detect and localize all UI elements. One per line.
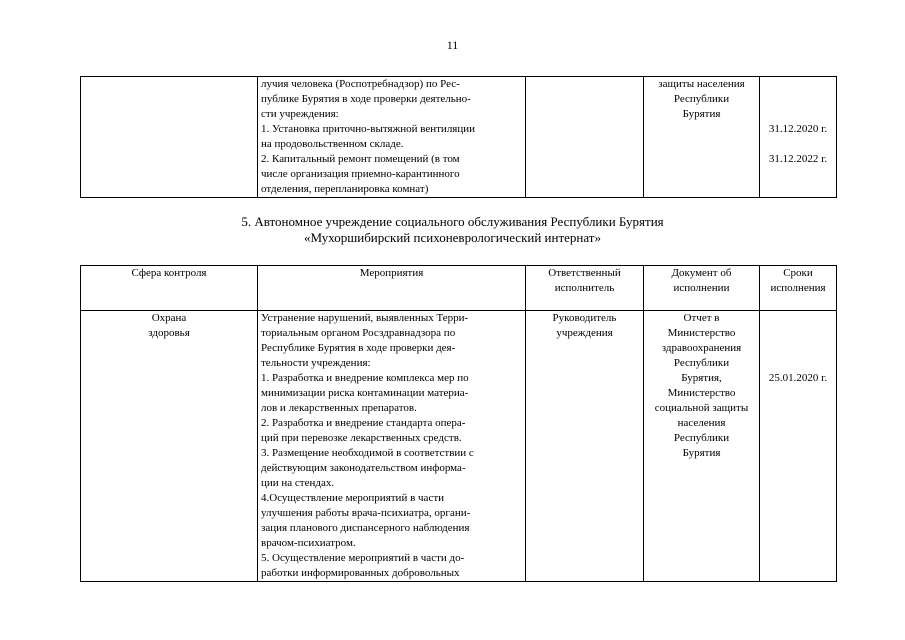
measures-line: минимизации риска контаминации материа- — [261, 387, 469, 399]
measures-line: на продовольственном складе. — [261, 138, 404, 150]
measures-cell — [258, 77, 526, 198]
measures-line: 2. Разработка и внедрение стандарта опера- — [261, 417, 466, 429]
measures-line: врачом-психиатром. — [261, 537, 356, 549]
deadline-cell — [760, 77, 837, 198]
measures-line: числе организация приемно-карантинного — [261, 168, 460, 180]
measures-line: зация планового диспансерного наблюдения — [261, 522, 470, 534]
deadline-value: 31.12.2020 г. — [768, 123, 828, 135]
responsible-line: учреждения — [556, 327, 613, 339]
document-line: Бурятия, — [681, 372, 722, 384]
measures-line: ций при перевозке лекарственных средств. — [261, 432, 462, 444]
measures-line: лов и лекарственных препаратов. — [261, 402, 417, 414]
measures-line: тельности учреждения: — [261, 357, 371, 369]
sphere-cell — [81, 77, 258, 198]
column-header-measures — [258, 266, 526, 311]
measures-line: публике Бурятия в ходе проверки деятельно- — [261, 93, 471, 105]
document-line: Бурятия — [682, 108, 721, 120]
document-line: Республики — [673, 357, 730, 369]
section-title-line: «Мухоршибирский психоневрологический интернат» — [303, 230, 601, 245]
sphere-cell — [81, 311, 258, 582]
deadline-cell — [760, 311, 837, 582]
measures-line: работки информированных добровольных — [261, 567, 460, 579]
header-text: Сроки — [783, 267, 813, 279]
measures-line: сти учреждения: — [261, 108, 339, 120]
deadline-value: 31.12.2022 г. — [768, 153, 828, 165]
header-text: Ответственный — [548, 267, 621, 279]
header-text: исполнении — [673, 282, 730, 294]
section-title — [0, 214, 905, 246]
sphere-line: здоровья — [148, 327, 190, 339]
measures-line: Республике Бурятия в ходе проверки дея- — [261, 342, 456, 354]
document-line: Министерство — [667, 387, 736, 399]
header-text: Документ об — [671, 267, 732, 279]
measures-line: 1. Установка приточно-вытяжной вентиляции — [261, 123, 476, 135]
sphere-line: Охрана — [151, 312, 187, 324]
document-line: Республики — [673, 93, 730, 105]
measures-line: Устранение нарушений, выявленных Терри- — [261, 312, 469, 324]
measures-line: ции на стендах. — [261, 477, 335, 489]
header-text: исполнения — [770, 282, 826, 294]
header-text: Сфера контроля — [131, 267, 207, 279]
measures-line: действующим законодательством информа- — [261, 462, 466, 474]
column-header-deadline — [760, 266, 837, 311]
header-text: Мероприятия — [359, 267, 424, 279]
measures-line: лучия человека (Роспотребнадзор) по Рес- — [261, 78, 460, 90]
table-row — [81, 311, 837, 582]
responsible-cell — [526, 77, 644, 198]
responsible-cell — [526, 311, 644, 582]
continuation-table — [80, 76, 837, 198]
responsible-line: Руководитель — [552, 312, 617, 324]
header-text: исполнитель — [554, 282, 615, 294]
measures-line: отделения, перепланировка комнат) — [261, 183, 429, 195]
column-header-responsible — [526, 266, 644, 311]
document-line: Отчет в — [683, 312, 720, 324]
document-line: защиты населения — [658, 78, 745, 90]
document-line: населения — [677, 417, 726, 429]
deadline-value: 25.01.2020 г. — [768, 372, 828, 384]
measures-line: улучшения работы врача-психиатра, органи- — [261, 507, 471, 519]
table-header-row — [81, 266, 837, 311]
column-header-sphere — [81, 266, 258, 311]
document-cell — [644, 311, 760, 582]
page-number: 11 — [446, 38, 459, 52]
measures-table — [80, 265, 837, 582]
column-header-document — [644, 266, 760, 311]
measures-line: 5. Осуществление мероприятий в части до- — [261, 552, 465, 564]
measures-line: 4.Осуществление мероприятий в части — [261, 492, 445, 504]
document-line: здравоохранения — [661, 342, 742, 354]
measures-cell — [258, 311, 526, 582]
section-title-line: 5. Автономное учреждение социального обслуживания Республики Бурятия — [241, 214, 664, 229]
measures-line: ториальным органом Росздравнадзора по — [261, 327, 456, 339]
document-line: Республики — [673, 432, 730, 444]
measures-line: 3. Размещение необходимой в соответствии с — [261, 447, 474, 459]
measures-line: 2. Капитальный ремонт помещений (в том — [261, 153, 460, 165]
document-line: Министерство — [667, 327, 736, 339]
document-line: социальной защиты — [654, 402, 749, 414]
measures-line: 1. Разработка и внедрение комплекса мер по — [261, 372, 469, 384]
document-cell — [644, 77, 760, 198]
table-row — [81, 77, 837, 198]
document-line: Бурятия — [682, 447, 721, 459]
